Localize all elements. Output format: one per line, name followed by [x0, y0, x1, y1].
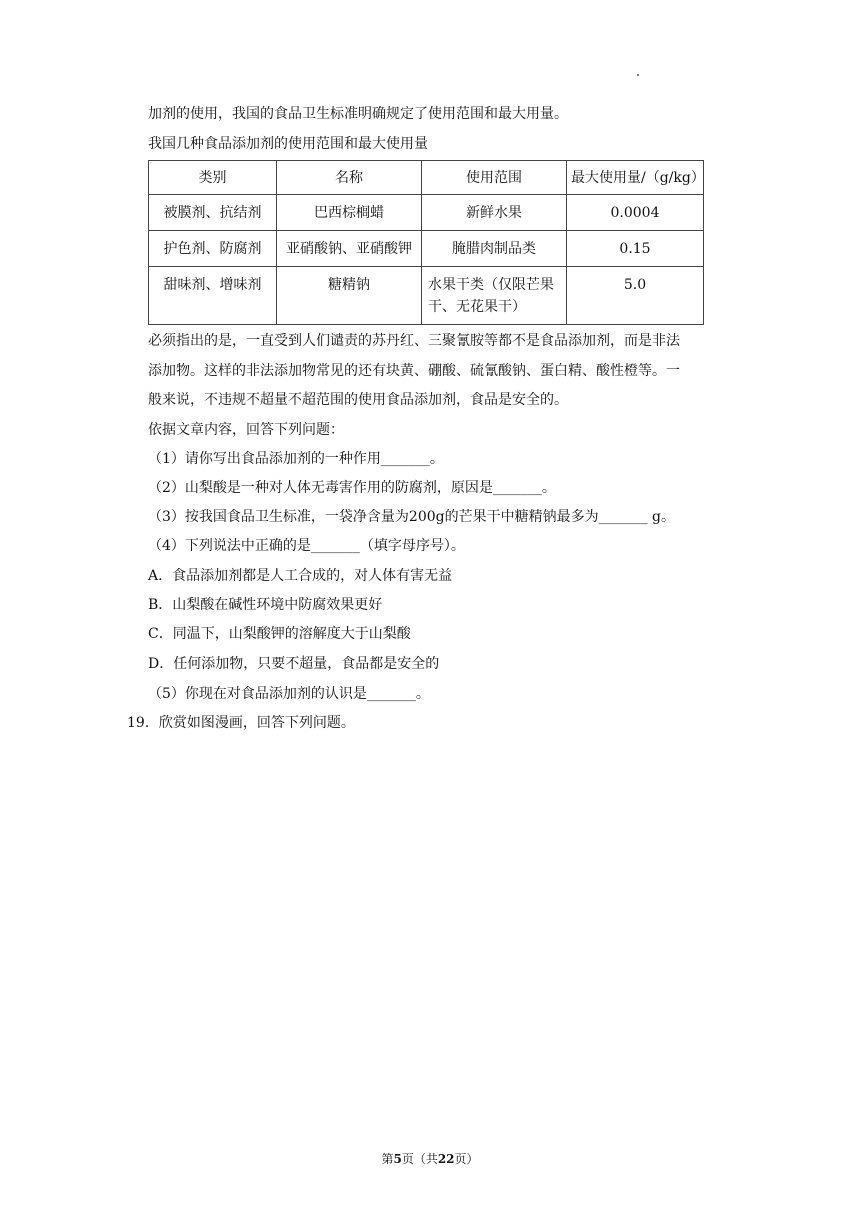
table-header-cell: 最大使用量/（g/kg） [567, 161, 704, 195]
question-3: （3）按我国食品卫生标准，一袋净含量为200g的芒果干中糖精钠最多为_______ g。 [148, 509, 676, 525]
table-cell: 5.0 [567, 267, 704, 325]
option-c: C．同温下，山梨酸钾的溶解度大于山梨酸 [148, 626, 411, 642]
page-footer [0, 1150, 860, 1167]
table-cell: 糖精钠 [277, 267, 422, 325]
note-line-2: 添加物。这样的非法添加物常见的还有块黄、硼酸、硫氰酸钠、蛋白精、酸性橙等。一 [148, 363, 680, 379]
table-cell: 0.15 [567, 231, 704, 267]
question-4: （4）下列说法中正确的是_______（填字母序号）。 [148, 538, 465, 554]
option-b: B．山梨酸在碱性环境中防腐效果更好 [148, 597, 383, 613]
table-cell: 0.0004 [567, 195, 704, 231]
footer-suffix: 页） [454, 1152, 479, 1166]
footer-middle: 页（共 [401, 1152, 438, 1166]
question-19: 19．欣赏如图漫画，回答下列问题。 [127, 715, 355, 731]
table-title: 我国几种食品添加剂的使用范围和最大使用量 [148, 136, 428, 152]
table-row [149, 195, 704, 231]
note-line-1: 必须指出的是，一直受到人们谴责的苏丹红、三聚氰胺等都不是食品添加剂，而是非法 [148, 333, 680, 349]
table-header-cell: 使用范围 [422, 161, 567, 195]
table-cell: 水果干类（仅限芒果干、无花果干） [422, 267, 567, 325]
option-d: D．任何添加物，只要不超量，食品都是安全的 [148, 656, 440, 672]
questions-prompt: 依据文章内容，回答下列问题： [148, 422, 344, 438]
table-cell: 腌腊肉制品类 [422, 231, 567, 267]
table-row [149, 267, 704, 325]
page-dot-mark [637, 74, 639, 76]
table-cell: 护色剂、防腐剂 [149, 231, 277, 267]
option-a: A．食品添加剂都是人工合成的，对人体有害无益 [148, 568, 453, 584]
note-line-3: 般来说，不违规不超量不超范围的使用食品添加剂，食品是安全的。 [148, 392, 568, 408]
table-row [149, 231, 704, 267]
table-cell: 新鲜水果 [422, 195, 567, 231]
table-cell: 巴西棕榈蜡 [277, 195, 422, 231]
footer-page-number: 5 [393, 1152, 402, 1166]
question-5: （5）你现在对食品添加剂的认识是_______。 [148, 686, 430, 702]
footer-total-pages: 22 [437, 1152, 455, 1166]
table-header-cell: 名称 [277, 161, 422, 195]
additives-table [148, 160, 704, 325]
table-cell: 亚硝酸钠、亚硝酸钾 [277, 231, 422, 267]
footer-prefix: 第 [381, 1152, 394, 1166]
question-2: （2）山梨酸是一种对人体无毒害作用的防腐剂，原因是_______。 [148, 480, 556, 496]
table-cell: 甜味剂、增味剂 [149, 267, 277, 325]
table-cell: 被膜剂、抗结剂 [149, 195, 277, 231]
intro-tail-text: 加剂的使用，我国的食品卫生标准明确规定了使用范围和最大用量。 [148, 106, 568, 122]
table-header-row [149, 161, 704, 195]
table-header-cell: 类别 [149, 161, 277, 195]
question-1: （1）请你写出食品添加剂的一种作用_______。 [148, 451, 444, 467]
